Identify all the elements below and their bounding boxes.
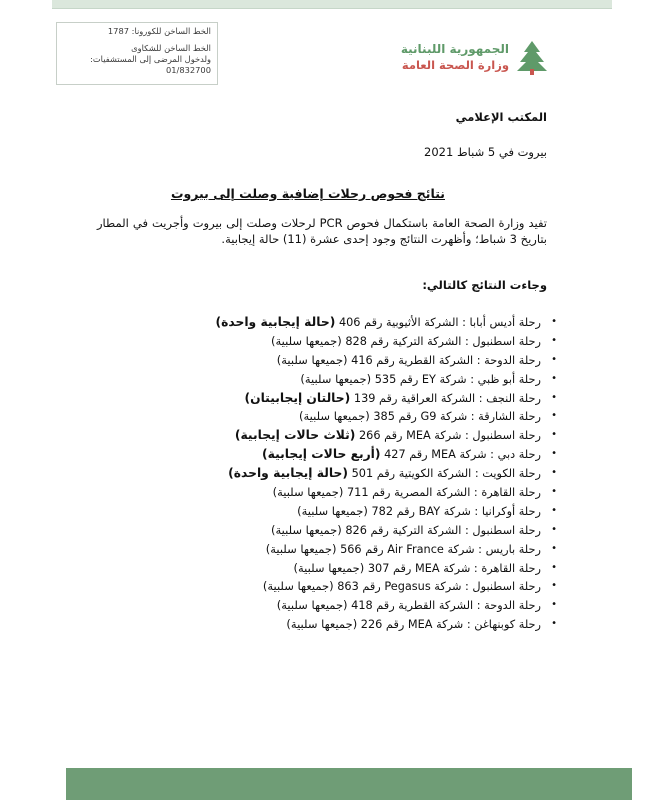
flight-item [179,370,559,389]
flight-text: رحلة الدوحة : الشركة القطرية رقم 416 [351,353,541,367]
flight-item [179,577,559,596]
flight-text: رحلة القاهرة : الشركة المصرية رقم 711 [346,486,541,500]
flight-item [179,521,559,540]
top-decorative-bar [52,0,612,9]
hotline-admission: ولدخول المرضى إلى المستشفيات: 01/832700 [90,54,211,75]
flights-list [179,313,559,634]
page-title: نتائج فحوص رحلات إضافية وصلت إلى بيروت [170,186,445,201]
flight-item [179,426,559,445]
results-label: وجاءت النتائج كالتالي: [422,278,547,292]
flight-result: (حالتان إيجابيتان) [244,390,351,405]
flight-item [179,615,559,634]
flight-result: (جميعها سلبية) [276,598,348,613]
flight-text: رحلة النجف : الشركة العراقية رقم 139 [353,391,541,405]
flight-item [179,596,559,615]
flight-result: (جميعها سلبية) [286,617,358,632]
flight-result: (جميعها سلبية) [265,541,337,556]
flight-result: (جميعها سلبية) [262,579,334,594]
footer-bar [66,768,632,800]
flight-item [179,351,559,370]
flight-text: رحلة اسطنبول : الشركة التركية رقم 828 [345,334,541,348]
flight-item [179,464,559,483]
flight-item [179,332,559,351]
press-office: المكتب الإعلامي [455,110,547,124]
flight-item [179,502,559,521]
flight-text: رحلة الدوحة : الشركة القطرية رقم 418 [351,599,541,613]
flight-text: رحلة أوكرانيا : شركة BAY رقم 782 [371,504,541,518]
flight-result: (جميعها سلبية) [272,485,344,500]
flight-result: (حالة إيجابية واحدة) [215,315,336,329]
flight-result: (جميعها سلبية) [270,522,342,537]
flight-result: (ثلاث حالات إيجابية) [234,428,356,443]
flight-text: رحلة اسطنبول : الشركة التركية رقم 826 [345,523,541,537]
flight-result: (جميعها سلبية) [293,560,365,575]
flight-text: رحلة الشارقة : شركة G9 رقم 385 [373,410,541,424]
flight-item [179,559,559,578]
intro-paragraph: تفيد وزارة الصحة العامة باستكمال فحوص PCR لرحلات وصلت إلى بيروت وأجريت في المطار بتاريخ 3 شباط؛ وأظهرت النتائج وجود إحدى عشرة (11) حالة إيجابية. [97,216,547,246]
flight-item [179,389,559,408]
flight-item [179,445,559,464]
flight-result: (جميعها سلبية) [299,409,370,424]
flight-result: (جميعها سلبية) [297,503,368,518]
logo-ministry: وزارة الصحة العامة [401,58,509,72]
flight-text: رحلة دبي : شركة MEA رقم 427 [384,448,541,462]
flight-text: رحلة باريس : شركة Air France رقم 566 [340,542,541,556]
flight-text: رحلة أديس أبابا : الشركة الأثيوبية رقم 406 [338,316,541,329]
flight-item [179,313,559,332]
flight-text: رحلة اسطنبول : شركة MEA رقم 266 [358,429,541,443]
hotline-complaints: الخط الساخن للشكاوى [131,43,211,53]
hotline-corona: الخط الساخن للكورونا: 1787 [107,26,211,36]
flight-text: رحلة أبو ظبي : شركة EY رقم 535 [374,372,541,386]
flight-item [179,483,559,502]
flight-result: (حالة إيجابية واحدة) [228,466,348,481]
flight-result: (أربع حالات إيجابية) [262,447,381,462]
hotline-box [56,22,218,85]
logo-republic: الجمهورية اللبنانية [400,42,509,56]
flight-item [179,540,559,559]
flight-text: رحلة الكويت : الشركة الكويتية رقم 501 [351,467,541,481]
flight-result: (جميعها سلبية) [276,352,348,367]
flight-text: رحلة كوبنهاغن : شركة MEA رقم 226 [360,618,541,632]
flight-result: (جميعها سلبية) [270,333,342,348]
cedar-icon [515,40,549,76]
flight-text: رحلة اسطنبول : شركة Pegasus رقم 863 [337,580,541,594]
flight-text: رحلة القاهرة : شركة MEA رقم 307 [367,561,541,575]
ministry-logo [349,40,549,80]
flight-item [179,407,559,426]
date-line: بيروت في 5 شباط 2021 [424,145,547,159]
flight-result: (جميعها سلبية) [300,371,372,386]
